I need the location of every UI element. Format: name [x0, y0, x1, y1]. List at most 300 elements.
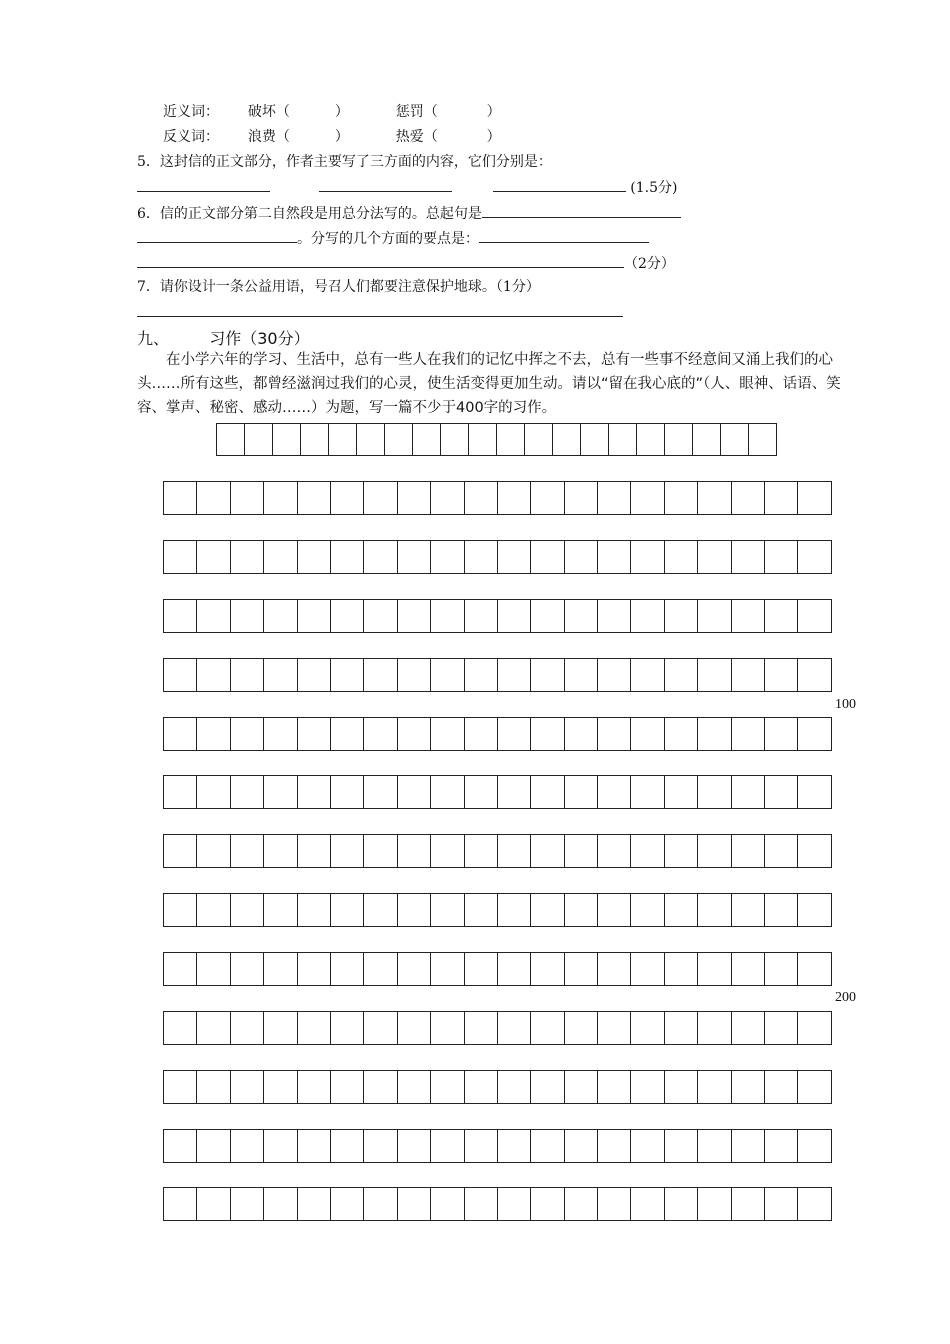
composition-grid-cell[interactable] — [497, 481, 531, 515]
answer-blank[interactable] — [137, 253, 624, 268]
composition-grid-cell[interactable] — [230, 775, 264, 809]
composition-grid-cell[interactable] — [230, 952, 264, 986]
composition-grid-cell[interactable] — [597, 540, 631, 574]
q7-answer-line — [137, 302, 623, 322]
composition-grid-cell[interactable] — [163, 1070, 197, 1104]
composition-grid-cell[interactable] — [630, 893, 664, 927]
composition-grid-cell[interactable] — [630, 1011, 664, 1045]
composition-grid-cell[interactable] — [731, 481, 765, 515]
title-grid-cell[interactable] — [216, 423, 245, 456]
composition-grid-cell[interactable] — [196, 775, 230, 809]
composition-grid-cell[interactable] — [397, 1129, 431, 1163]
composition-grid-cell[interactable] — [430, 717, 464, 751]
answer-blank[interactable] — [493, 177, 626, 192]
composition-grid-cell[interactable] — [797, 599, 831, 633]
composition-grid-cell[interactable] — [196, 834, 230, 868]
composition-grid-cell[interactable] — [464, 1011, 498, 1045]
composition-grid-cell[interactable] — [797, 658, 831, 692]
composition-grid-cell[interactable] — [530, 893, 564, 927]
composition-grid-cell[interactable] — [363, 481, 397, 515]
composition-grid-cell[interactable] — [297, 540, 331, 574]
composition-grid-cell[interactable] — [797, 952, 831, 986]
composition-grid-cell[interactable] — [497, 1070, 531, 1104]
composition-grid-cell[interactable] — [564, 1070, 598, 1104]
composition-grid-cell[interactable] — [731, 717, 765, 751]
composition-grid-cell[interactable] — [464, 658, 498, 692]
title-grid-cell[interactable] — [384, 423, 413, 456]
composition-grid-cell[interactable] — [297, 1129, 331, 1163]
composition-grid-cell[interactable] — [464, 952, 498, 986]
composition-grid-cell[interactable] — [397, 540, 431, 574]
composition-grid-cell[interactable] — [697, 952, 731, 986]
composition-grid-cell[interactable] — [630, 834, 664, 868]
composition-grid-cell[interactable] — [430, 599, 464, 633]
q6-line-3 — [137, 253, 675, 273]
composition-grid-cell[interactable] — [764, 1129, 798, 1163]
composition-grid-cell[interactable] — [230, 717, 264, 751]
composition-grid-cell[interactable] — [297, 658, 331, 692]
composition-grid-cell[interactable] — [196, 952, 230, 986]
composition-grid-cell[interactable] — [564, 1129, 598, 1163]
composition-grid-cell[interactable] — [697, 540, 731, 574]
composition-grid-cell[interactable] — [297, 1187, 331, 1221]
composition-grid-cell[interactable] — [464, 1129, 498, 1163]
composition-grid-cell[interactable] — [697, 599, 731, 633]
composition-grid-cell[interactable] — [263, 775, 297, 809]
composition-grid-cell[interactable] — [464, 717, 498, 751]
composition-grid-cell[interactable] — [764, 717, 798, 751]
composition-grid-cell[interactable] — [297, 893, 331, 927]
composition-grid-cell[interactable] — [397, 893, 431, 927]
composition-grid-cell[interactable] — [263, 1187, 297, 1221]
composition-grid-cell[interactable] — [330, 481, 364, 515]
composition-grid-cell[interactable] — [664, 834, 698, 868]
composition-grid-cell[interactable] — [530, 599, 564, 633]
title-grid-cell[interactable] — [244, 423, 273, 456]
composition-grid-cell[interactable] — [230, 1187, 264, 1221]
composition-grid-cell[interactable] — [196, 658, 230, 692]
composition-grid-cell[interactable] — [397, 834, 431, 868]
answer-blank[interactable] — [319, 177, 452, 192]
answer-blank[interactable] — [479, 228, 649, 243]
section-title: 习作（30分） — [209, 329, 310, 348]
composition-grid-cell[interactable] — [597, 1187, 631, 1221]
composition-grid-cell[interactable] — [597, 658, 631, 692]
composition-grid-cell[interactable] — [263, 1070, 297, 1104]
composition-grid-cell[interactable] — [764, 1011, 798, 1045]
composition-grid-cell[interactable] — [664, 893, 698, 927]
title-grid-cell[interactable] — [692, 423, 721, 456]
composition-grid-cell[interactable] — [430, 1129, 464, 1163]
composition-grid-cell[interactable] — [731, 1129, 765, 1163]
composition-grid-cell[interactable] — [163, 599, 197, 633]
title-grid-cell[interactable] — [412, 423, 441, 456]
composition-grid-cell[interactable] — [497, 1129, 531, 1163]
composition-grid-cell[interactable] — [330, 1187, 364, 1221]
composition-grid-cell[interactable] — [397, 775, 431, 809]
composition-grid-cell[interactable] — [764, 834, 798, 868]
composition-grid-cell[interactable] — [297, 1011, 331, 1045]
composition-grid-cell[interactable] — [330, 1129, 364, 1163]
composition-grid-cell[interactable] — [230, 1129, 264, 1163]
composition-grid-cell[interactable] — [664, 1070, 698, 1104]
composition-grid-cell[interactable] — [664, 1011, 698, 1045]
composition-grid-row — [163, 599, 831, 633]
composition-grid-row — [163, 893, 831, 927]
composition-grid-cell[interactable] — [330, 717, 364, 751]
composition-grid-cell[interactable] — [263, 540, 297, 574]
composition-grid-cell[interactable] — [297, 834, 331, 868]
title-grid-cell[interactable] — [636, 423, 665, 456]
composition-grid-cell[interactable] — [797, 1129, 831, 1163]
composition-grid-cell[interactable] — [564, 893, 598, 927]
composition-grid-cell[interactable] — [731, 540, 765, 574]
composition-grid-cell[interactable] — [297, 775, 331, 809]
composition-grid-cell[interactable] — [263, 658, 297, 692]
composition-grid-cell[interactable] — [430, 1011, 464, 1045]
composition-grid-cell[interactable] — [363, 658, 397, 692]
composition-grid-cell[interactable] — [330, 775, 364, 809]
composition-grid-cell[interactable] — [430, 481, 464, 515]
composition-grid-cell[interactable] — [363, 717, 397, 751]
composition-grid-cell[interactable] — [564, 834, 598, 868]
composition-grid-cell[interactable] — [630, 1187, 664, 1221]
composition-grid-cell[interactable] — [397, 1187, 431, 1221]
composition-grid-cell[interactable] — [564, 1011, 598, 1045]
composition-grid-cell[interactable] — [530, 1070, 564, 1104]
composition-grid-cell[interactable] — [564, 599, 598, 633]
composition-grid-cell[interactable] — [230, 599, 264, 633]
composition-grid-cell[interactable] — [530, 540, 564, 574]
composition-grid-cell[interactable] — [263, 717, 297, 751]
title-grid-cell[interactable] — [356, 423, 385, 456]
composition-grid-cell[interactable] — [196, 1070, 230, 1104]
composition-grid-cell[interactable] — [797, 481, 831, 515]
composition-grid-cell[interactable] — [464, 1070, 498, 1104]
composition-grid-cell[interactable] — [363, 1011, 397, 1045]
composition-grid-cell[interactable] — [330, 540, 364, 574]
composition-grid-cell[interactable] — [363, 1070, 397, 1104]
composition-grid-cell[interactable] — [163, 1187, 197, 1221]
composition-grid-cell[interactable] — [630, 599, 664, 633]
answer-blank[interactable] — [137, 302, 623, 317]
title-grid-cell[interactable] — [468, 423, 497, 456]
composition-grid-cell[interactable] — [497, 1187, 531, 1221]
composition-grid-cell[interactable] — [630, 1129, 664, 1163]
composition-grid-cell[interactable] — [230, 893, 264, 927]
composition-grid-cell[interactable] — [597, 1129, 631, 1163]
composition-grid-cell[interactable] — [630, 775, 664, 809]
composition-grid-cell[interactable] — [597, 775, 631, 809]
composition-grid-cell[interactable] — [497, 775, 531, 809]
composition-grid-cell[interactable] — [397, 952, 431, 986]
composition-grid-cell[interactable] — [797, 775, 831, 809]
composition-grid-cell[interactable] — [464, 775, 498, 809]
composition-grid-cell[interactable] — [363, 834, 397, 868]
composition-grid-cell[interactable] — [297, 1070, 331, 1104]
composition-grid-row — [163, 540, 831, 574]
composition-grid-cell[interactable] — [163, 893, 197, 927]
composition-grid-cell[interactable] — [597, 952, 631, 986]
composition-grid-cell[interactable] — [764, 481, 798, 515]
composition-grid-cell[interactable] — [464, 1187, 498, 1221]
composition-grid-cell[interactable] — [263, 481, 297, 515]
composition-grid-cell[interactable] — [430, 540, 464, 574]
composition-grid-cell[interactable] — [797, 717, 831, 751]
composition-grid-cell[interactable] — [530, 1011, 564, 1045]
composition-grid-cell[interactable] — [163, 775, 197, 809]
composition-grid-cell[interactable] — [697, 1129, 731, 1163]
composition-grid-cell[interactable] — [363, 952, 397, 986]
composition-grid-cell[interactable] — [397, 1070, 431, 1104]
composition-grid-cell[interactable] — [664, 599, 698, 633]
composition-grid-cell[interactable] — [797, 1011, 831, 1045]
composition-grid-cell[interactable] — [330, 658, 364, 692]
composition-grid-cell[interactable] — [797, 893, 831, 927]
composition-grid-cell[interactable] — [163, 834, 197, 868]
composition-grid-cell[interactable] — [196, 540, 230, 574]
title-grid-cell[interactable] — [608, 423, 637, 456]
composition-grid-cell[interactable] — [263, 952, 297, 986]
composition-grid-cell[interactable] — [597, 893, 631, 927]
composition-grid-cell[interactable] — [731, 893, 765, 927]
composition-grid-cell[interactable] — [664, 1129, 698, 1163]
composition-grid-cell[interactable] — [163, 540, 197, 574]
composition-grid-cell[interactable] — [497, 599, 531, 633]
composition-grid-cell[interactable] — [630, 952, 664, 986]
composition-grid-cell[interactable] — [497, 893, 531, 927]
composition-grid-cell[interactable] — [697, 1011, 731, 1045]
composition-grid-cell[interactable] — [530, 1129, 564, 1163]
composition-grid-cell[interactable] — [263, 599, 297, 633]
composition-grid-cell[interactable] — [530, 717, 564, 751]
composition-grid-cell[interactable] — [330, 952, 364, 986]
composition-grid-cell[interactable] — [497, 952, 531, 986]
composition-grid-cell[interactable] — [530, 952, 564, 986]
composition-grid-cell[interactable] — [196, 1011, 230, 1045]
composition-grid-cell[interactable] — [597, 481, 631, 515]
composition-grid-cell[interactable] — [497, 834, 531, 868]
composition-grid-cell[interactable] — [530, 658, 564, 692]
composition-grid-cell[interactable] — [497, 717, 531, 751]
composition-grid-cell[interactable] — [731, 1011, 765, 1045]
composition-grid-cell[interactable] — [530, 834, 564, 868]
composition-grid-cell[interactable] — [363, 775, 397, 809]
composition-grid-cell[interactable] — [397, 658, 431, 692]
composition-grid-cell[interactable] — [464, 834, 498, 868]
composition-grid-cell[interactable] — [330, 834, 364, 868]
composition-grid-cell[interactable] — [664, 658, 698, 692]
composition-grid-cell[interactable] — [230, 658, 264, 692]
composition-grid-cell[interactable] — [163, 481, 197, 515]
composition-grid-cell[interactable] — [764, 1187, 798, 1221]
composition-grid-cell[interactable] — [430, 658, 464, 692]
composition-grid-cell[interactable] — [163, 658, 197, 692]
composition-grid-cell[interactable] — [731, 599, 765, 633]
composition-grid-cell[interactable] — [464, 540, 498, 574]
composition-grid-cell[interactable] — [797, 1070, 831, 1104]
composition-grid-cell[interactable] — [430, 952, 464, 986]
composition-grid-cell[interactable] — [731, 658, 765, 692]
composition-grid-cell[interactable] — [196, 1187, 230, 1221]
composition-grid-cell[interactable] — [430, 893, 464, 927]
composition-grid-cell[interactable] — [464, 893, 498, 927]
answer-blank[interactable] — [137, 177, 270, 192]
composition-grid-cell[interactable] — [797, 540, 831, 574]
composition-grid-cell[interactable] — [297, 599, 331, 633]
composition-grid-cell[interactable] — [330, 599, 364, 633]
composition-grid-cell[interactable] — [430, 775, 464, 809]
title-grid-cell[interactable] — [496, 423, 525, 456]
composition-grid-cell[interactable] — [163, 717, 197, 751]
composition-grid-cell[interactable] — [630, 481, 664, 515]
composition-grid-cell[interactable] — [363, 1187, 397, 1221]
composition-grid-cell[interactable] — [764, 540, 798, 574]
composition-grid-cell[interactable] — [597, 1011, 631, 1045]
composition-grid-cell[interactable] — [597, 834, 631, 868]
composition-grid-cell[interactable] — [664, 1187, 698, 1221]
composition-grid-cell[interactable] — [664, 775, 698, 809]
title-grid-cell[interactable] — [272, 423, 301, 456]
composition-grid-cell[interactable] — [664, 481, 698, 515]
composition-grid-cell[interactable] — [297, 952, 331, 986]
composition-grid-cell[interactable] — [731, 834, 765, 868]
composition-grid-row — [163, 952, 831, 986]
composition-grid-cell[interactable] — [597, 599, 631, 633]
title-grid-cell[interactable] — [552, 423, 581, 456]
title-grid-cell[interactable] — [748, 423, 777, 456]
composition-grid-cell[interactable] — [664, 717, 698, 751]
composition-grid-cell[interactable] — [397, 599, 431, 633]
composition-grid-cell[interactable] — [196, 1129, 230, 1163]
composition-grid-cell[interactable] — [530, 1187, 564, 1221]
composition-grid-cell[interactable] — [430, 1070, 464, 1104]
composition-grid-cell[interactable] — [630, 717, 664, 751]
composition-grid-cell[interactable] — [664, 540, 698, 574]
composition-grid-cell[interactable] — [797, 834, 831, 868]
composition-grid-cell[interactable] — [764, 658, 798, 692]
composition-grid-cell[interactable] — [363, 599, 397, 633]
composition-grid-cell[interactable] — [564, 775, 598, 809]
composition-grid-cell[interactable] — [297, 481, 331, 515]
q6-text-2: 。分写的几个方面的要点是： — [297, 231, 479, 247]
composition-grid-cell[interactable] — [697, 893, 731, 927]
composition-grid-cell[interactable] — [497, 658, 531, 692]
q6-text: 6．信的正文部分第二自然段是用总分法写的。总起句是 — [137, 206, 482, 222]
composition-grid-cell[interactable] — [764, 893, 798, 927]
composition-grid-cell[interactable] — [330, 893, 364, 927]
composition-grid-cell[interactable] — [330, 1011, 364, 1045]
composition-grid-cell[interactable] — [397, 1011, 431, 1045]
composition-grid-cell[interactable] — [564, 1187, 598, 1221]
composition-grid-cell[interactable] — [397, 481, 431, 515]
composition-grid-cell[interactable] — [230, 481, 264, 515]
title-grid-cell[interactable] — [524, 423, 553, 456]
composition-grid-cell[interactable] — [697, 775, 731, 809]
composition-grid-cell[interactable] — [564, 717, 598, 751]
composition-grid-cell[interactable] — [564, 952, 598, 986]
composition-grid-cell[interactable] — [597, 717, 631, 751]
composition-grid-cell[interactable] — [430, 1187, 464, 1221]
composition-grid-cell[interactable] — [697, 717, 731, 751]
composition-grid-cell[interactable] — [731, 952, 765, 986]
composition-grid-cell[interactable] — [630, 540, 664, 574]
composition-grid-cell[interactable] — [196, 599, 230, 633]
composition-grid-cell[interactable] — [564, 658, 598, 692]
title-grid-cell[interactable] — [300, 423, 329, 456]
composition-grid-cell[interactable] — [230, 834, 264, 868]
composition-grid-cell[interactable] — [263, 1011, 297, 1045]
composition-grid-cell[interactable] — [163, 952, 197, 986]
composition-grid-cell[interactable] — [697, 834, 731, 868]
composition-grid-row — [163, 658, 831, 692]
composition-grid-cell[interactable] — [697, 1187, 731, 1221]
composition-grid-cell[interactable] — [797, 1187, 831, 1221]
composition-grid-cell[interactable] — [697, 658, 731, 692]
title-grid-cell[interactable] — [664, 423, 693, 456]
composition-grid-cell[interactable] — [697, 481, 731, 515]
composition-grid-cell[interactable] — [263, 1129, 297, 1163]
q6-line-1 — [137, 203, 681, 223]
composition-grid-cell[interactable] — [764, 1070, 798, 1104]
answer-blank[interactable] — [137, 228, 297, 243]
composition-grid-cell[interactable] — [363, 1129, 397, 1163]
composition-grid-cell[interactable] — [263, 834, 297, 868]
composition-grid-cell[interactable] — [764, 599, 798, 633]
composition-grid-cell[interactable] — [497, 540, 531, 574]
composition-grid-cell[interactable] — [196, 481, 230, 515]
composition-grid-cell[interactable] — [430, 834, 464, 868]
composition-grid-cell[interactable] — [597, 1070, 631, 1104]
composition-grid-cell[interactable] — [196, 717, 230, 751]
composition-grid-cell[interactable] — [764, 952, 798, 986]
composition-grid-cell[interactable] — [630, 1070, 664, 1104]
composition-grid-cell[interactable] — [731, 1187, 765, 1221]
composition-grid-cell[interactable] — [464, 599, 498, 633]
composition-grid-cell[interactable] — [230, 1011, 264, 1045]
composition-grid-cell[interactable] — [330, 1070, 364, 1104]
composition-grid-cell[interactable] — [363, 540, 397, 574]
answer-blank[interactable] — [482, 203, 681, 218]
composition-grid-cell[interactable] — [196, 893, 230, 927]
title-grid-cell[interactable] — [580, 423, 609, 456]
composition-grid-cell[interactable] — [697, 1070, 731, 1104]
composition-grid-cell[interactable] — [230, 1070, 264, 1104]
composition-grid-cell[interactable] — [564, 481, 598, 515]
title-grid-cell[interactable] — [720, 423, 749, 456]
composition-grid-cell[interactable] — [731, 775, 765, 809]
composition-grid-cell[interactable] — [664, 952, 698, 986]
composition-grid-cell[interactable] — [363, 893, 397, 927]
title-grid-cell[interactable] — [440, 423, 469, 456]
composition-grid-cell[interactable] — [764, 775, 798, 809]
composition-grid-cell[interactable] — [263, 893, 297, 927]
composition-grid-cell[interactable] — [297, 717, 331, 751]
composition-grid-cell[interactable] — [630, 658, 664, 692]
title-grid-cell[interactable] — [328, 423, 357, 456]
composition-grid-cell[interactable] — [530, 775, 564, 809]
composition-grid-cell[interactable] — [163, 1011, 197, 1045]
composition-grid-cell[interactable] — [497, 1011, 531, 1045]
composition-grid-cell[interactable] — [530, 481, 564, 515]
composition-grid-cell[interactable] — [731, 1070, 765, 1104]
composition-grid-cell[interactable] — [163, 1129, 197, 1163]
composition-grid-cell[interactable] — [464, 481, 498, 515]
composition-grid-cell[interactable] — [564, 540, 598, 574]
composition-grid-cell[interactable] — [397, 717, 431, 751]
composition-grid-cell[interactable] — [230, 540, 264, 574]
composition-grid-row — [163, 481, 831, 515]
